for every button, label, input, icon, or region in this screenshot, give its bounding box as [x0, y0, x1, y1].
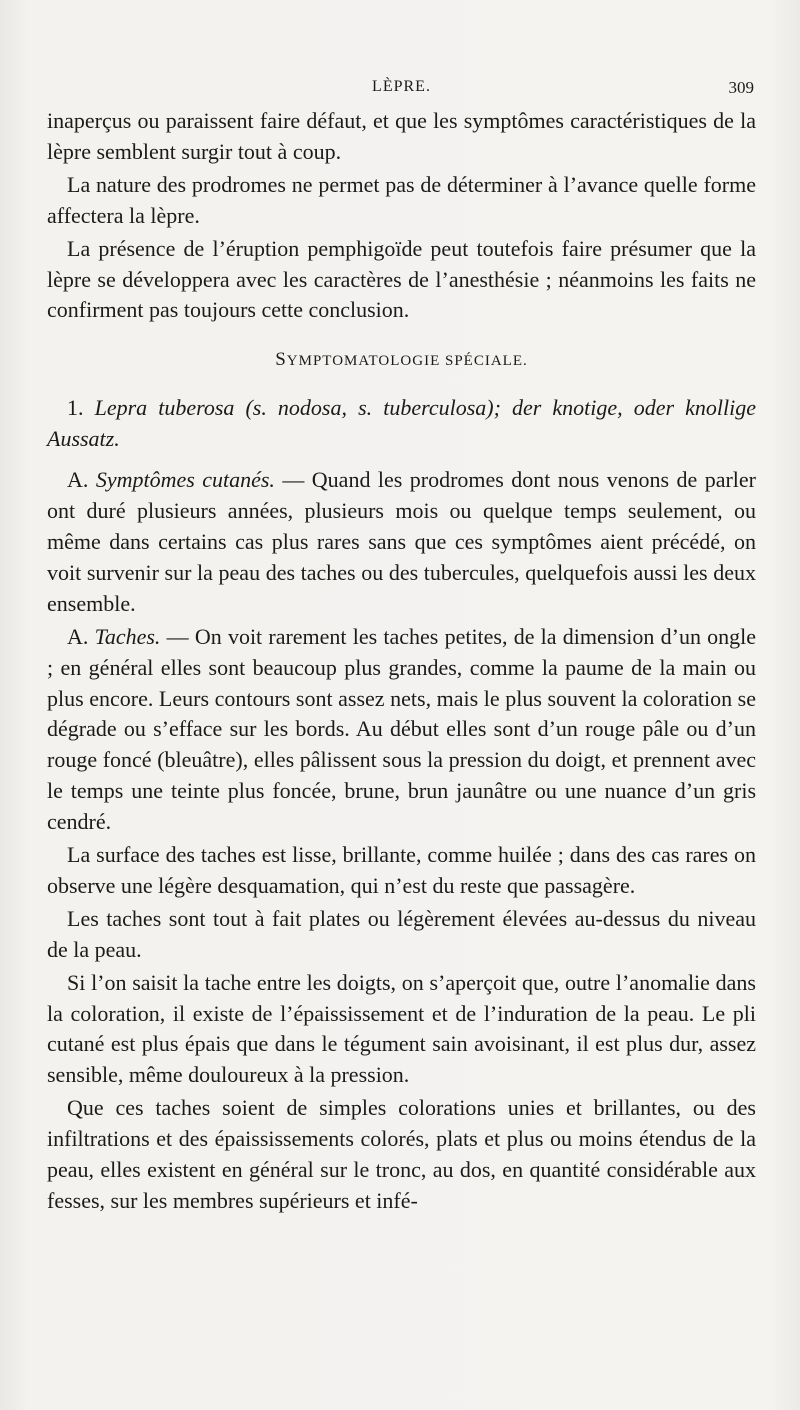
paragraph-eruption: La présence de l’éruption pemphigoïde peut toutefois faire présumer que la lèpre se développera avec les caractères de l’anesthésie ; néanmoins les faits ne confirment pas toujours cette conclusion. [47, 235, 756, 323]
paragraph-localisation: Que ces taches soient de simples colorations unies et brillantes, ou des infiltrations et des épaississements colorés, plats et plus ou moins étendus de la peau, elles existent en général sur le tronc, au dos, en quantité considérable aux fesses, sur les membres supérieurs et infé- [47, 1095, 756, 1213]
taches-text: — On voit rarement les taches petites, de la dimension d’un ongle ; en général elles sont beaucoup plus grandes, comme la paume de la main ou plus encore. Leurs contours sont assez nets, mais le plus souvent la coloration se dégrade ou s’efface sur les bords. Au début elles sont d’un rouge pâle ou d’un rouge foncé (bleuâtre), elles pâlissent sous la pression du doigt, et prennent avec le temps une teinte plus foncée, brune, brun jaunâtre ou une nuance d’un gris cendré. [47, 623, 757, 835]
section-heading-rest: YMPTOMATOLOGIE SPÉCIALE. [286, 353, 528, 370]
running-head-title: LÈPRE. [372, 78, 431, 95]
subsection-number: 1. [67, 395, 84, 421]
paragraph-pli-cutane: Si l’on saisit la tache entre les doigts, on s’aperçoit que, outre l’anomalie dans la coloration, il existe de l’épaississement et de l’induration de la peau. Le pli cutané est plus épais que dans le tégument sain avoisinant, il est plus dur, assez sensible, même douloureux à la pression. [47, 969, 756, 1088]
section-heading-initial: S [275, 349, 287, 371]
paragraph-plates: Les taches sont tout à fait plates ou légèrement élevées au-dessus du niveau de la peau. [47, 905, 756, 962]
running-head [47, 76, 756, 106]
subsection-title: Lepra tuberosa (s. nodosa, s. tuberculosa); der knotige, oder knollige Aussatz. [47, 395, 756, 452]
body-text [47, 106, 756, 1217]
part-label: A. [67, 467, 89, 493]
paragraph-surface: La surface des taches est lisse, brillante, comme huilée ; dans des cas rares on observe une légère desquamation, qui n’est du reste que passagère. [47, 842, 756, 898]
part-text: — Quand les prodromes dont nous venons de parler ont duré plusieurs années, plusieurs mois ou quelque temps seulement, ou même dans certains cas plus rares sans que ces symptômes aient précédé, on voit survenir sur la peau des taches ou des tubercules, quelquefois aussi les deux ensemble. [47, 467, 757, 616]
taches-title: Taches. [94, 623, 161, 649]
page-number: 309 [728, 78, 754, 97]
paragraph-prodromes: La nature des prodromes ne permet pas de déterminer à l’avance quelle forme affectera la lèpre. [47, 171, 756, 228]
part-title: Symptômes cutanés. [95, 467, 275, 493]
section-heading [47, 350, 756, 371]
paragraph-symptomes-cutanes [47, 465, 756, 620]
paragraph-continuation: inaperçus ou paraissent faire défaut, et que les symptômes caractéristiques de la lèpre semblent surgir tout à coup. [47, 108, 756, 164]
paragraph-taches [47, 622, 756, 838]
subsection-heading [47, 393, 756, 455]
taches-label: A. [67, 623, 89, 649]
